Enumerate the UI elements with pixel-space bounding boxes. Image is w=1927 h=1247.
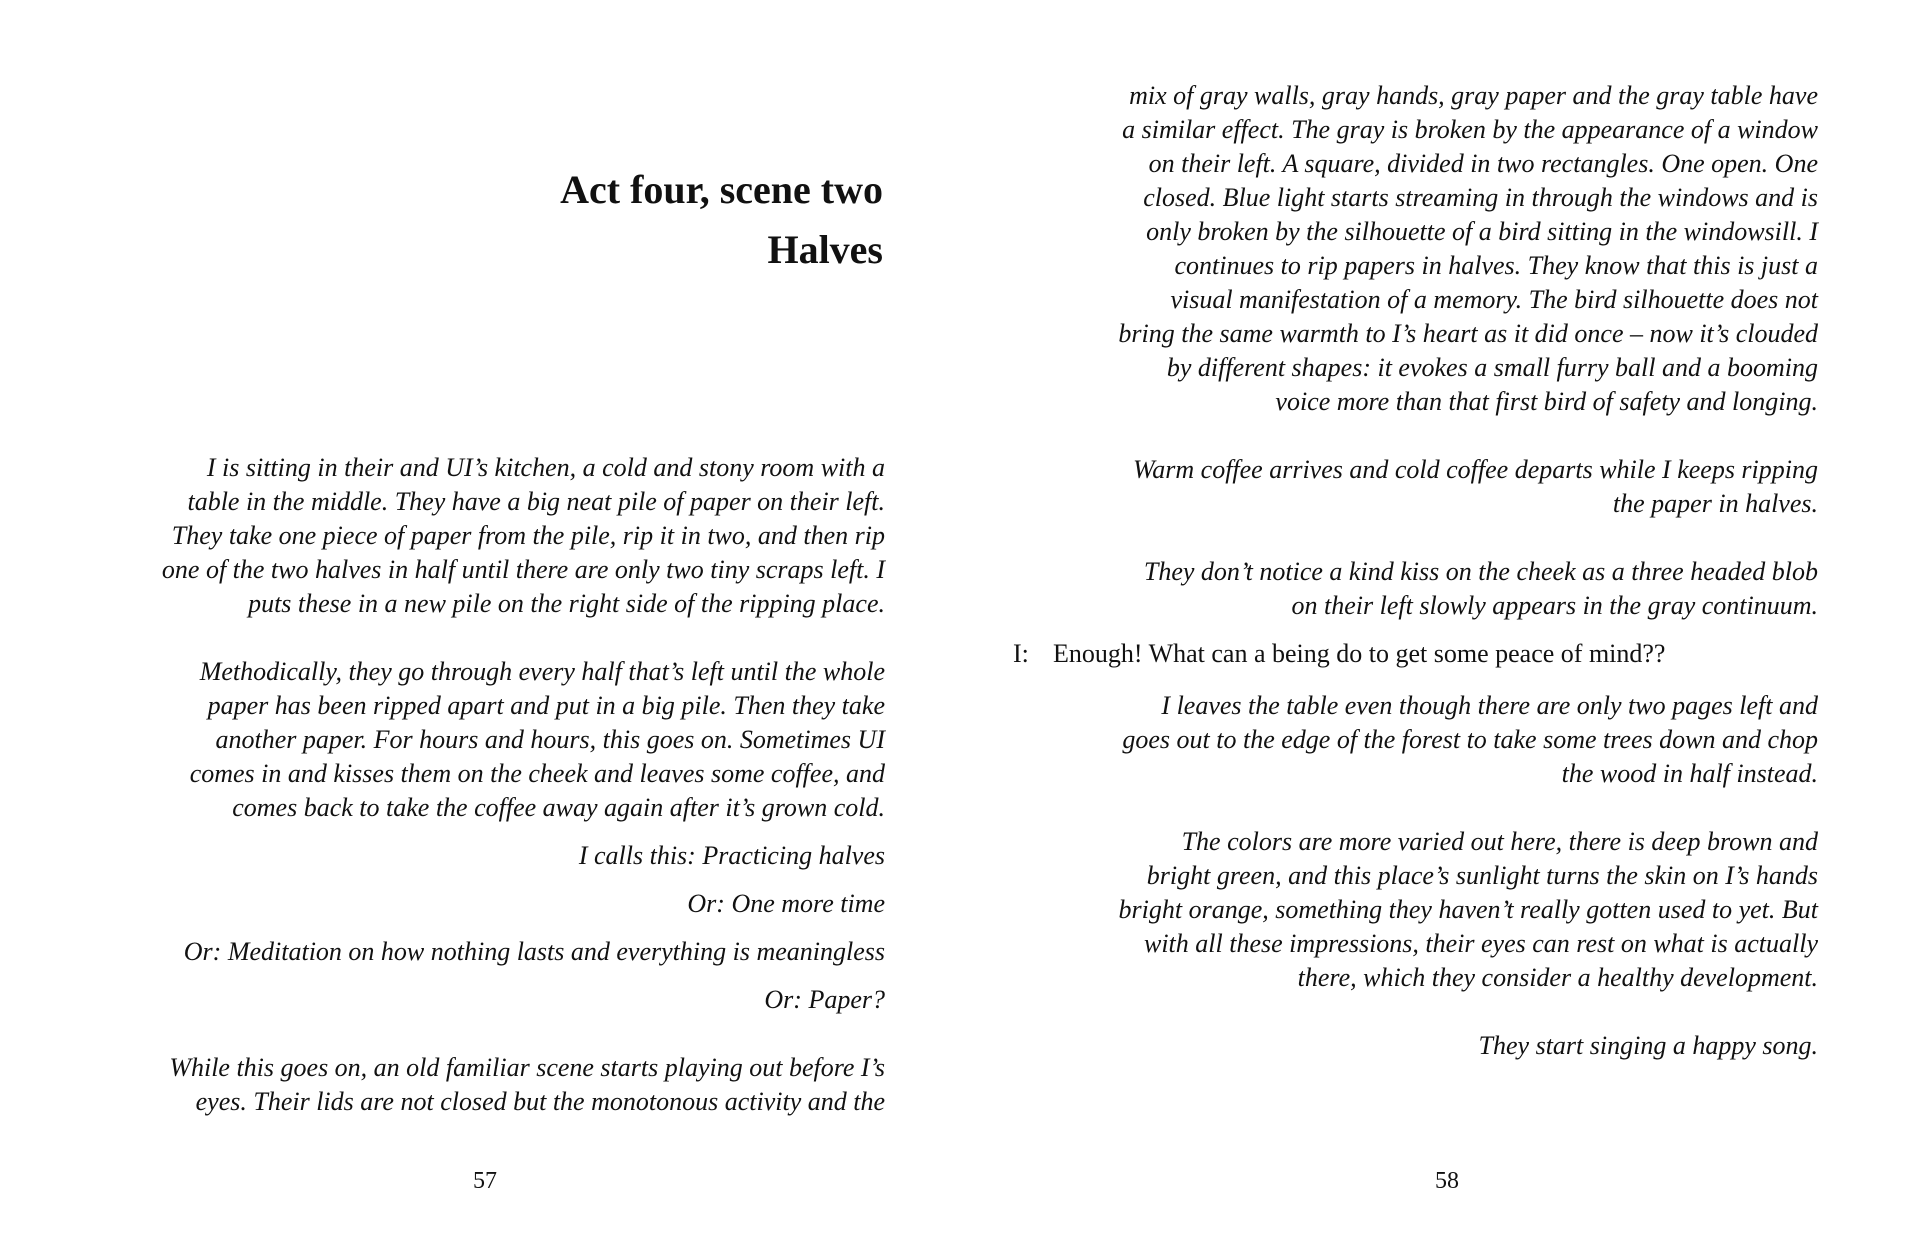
left-text-column	[150, 451, 885, 1153]
act-title: Act four, scene two	[560, 167, 883, 212]
paragraph: mix of gray walls, gray hands, gray paper and the gray table have a similar effect. The gray is broken by the appearance of a window on their left. A square, divided in two rectangles. One open. One closed. Blue light starts streaming in through the windows and is only broken by the silhouette of a bird sitting in the windowsill. I continues to rip papers in halves. They know that this is just a visual manifestation of a memory. The bird silhouette does not bring the same warmth to I’s heart as it did once – now it’s clouded by different shapes: it evokes a small furry ball and a booming voice more than that first bird of safety and longing.	[1118, 81, 1818, 416]
paragraph: Warm coffee arrives and cold coffee departs while I keeps ripping the paper in halves.	[1132, 455, 1818, 518]
paragraph: They start singing a happy song.	[1478, 1031, 1818, 1060]
paragraph: I leaves the table even though there are only two pages left and goes out to the edge of the forest to take some trees down and chop the wood in half instead.	[1122, 691, 1818, 788]
left-page	[0, 0, 963, 1247]
paragraph: I is sitting in their and UI’s kitchen, a cold and stony room with a table in the middle. They have a big neat pile of paper on their left. They take one piece of paper from the pile, rip it in two, and then rip one of the two halves in half until there are only two tiny scraps left. I puts these in a new pile on the right side of the ripping place.	[161, 453, 885, 618]
paragraph: Methodically, they go through every half that’s left until the whole paper has been ripped apart and put in a big pile. Then they take another paper. For hours and hours, this goes on. Sometimes UI comes in and kisses them on the cheek and leaves some coffee, and comes back to take the coffee away again after it’s grown cold.	[189, 657, 885, 822]
speech-text: Enough! What can a being do to get some peace of mind??	[1053, 639, 1666, 668]
right-text-column	[1013, 79, 1818, 1097]
page-number: 57	[473, 1168, 497, 1194]
alt-title-line: Or: One more time	[687, 889, 885, 918]
page-number: 58	[1435, 1168, 1459, 1194]
dialogue-line	[1013, 637, 1818, 671]
alt-title-line: Or: Meditation on how nothing lasts and everything is meaningless	[183, 937, 885, 966]
paragraph: The colors are more varied out here, there is deep brown and bright green, and this place’s sunlight turns the skin on I’s hands bright orange, something they haven’t really gotten used to yet. But with all these impressions, their eyes can rest on what is actually there, which they consider a healthy development.	[1118, 827, 1818, 992]
speaker-label: I:	[1013, 639, 1029, 668]
scene-title-block	[183, 160, 883, 280]
paragraph: While this goes on, an old familiar scene starts playing out before I’s eyes. Their lids are not closed but the monotonous activity and the	[169, 1053, 885, 1116]
right-page	[963, 0, 1927, 1247]
alt-title-line: I calls this: Practicing halves	[578, 841, 885, 870]
paragraph: They don’t notice a kind kiss on the cheek as a three headed blob on their left slowly appears in the gray continuum.	[1143, 557, 1818, 620]
alt-title-line: Or: Paper?	[764, 985, 885, 1014]
scene-title: Halves	[767, 227, 883, 272]
